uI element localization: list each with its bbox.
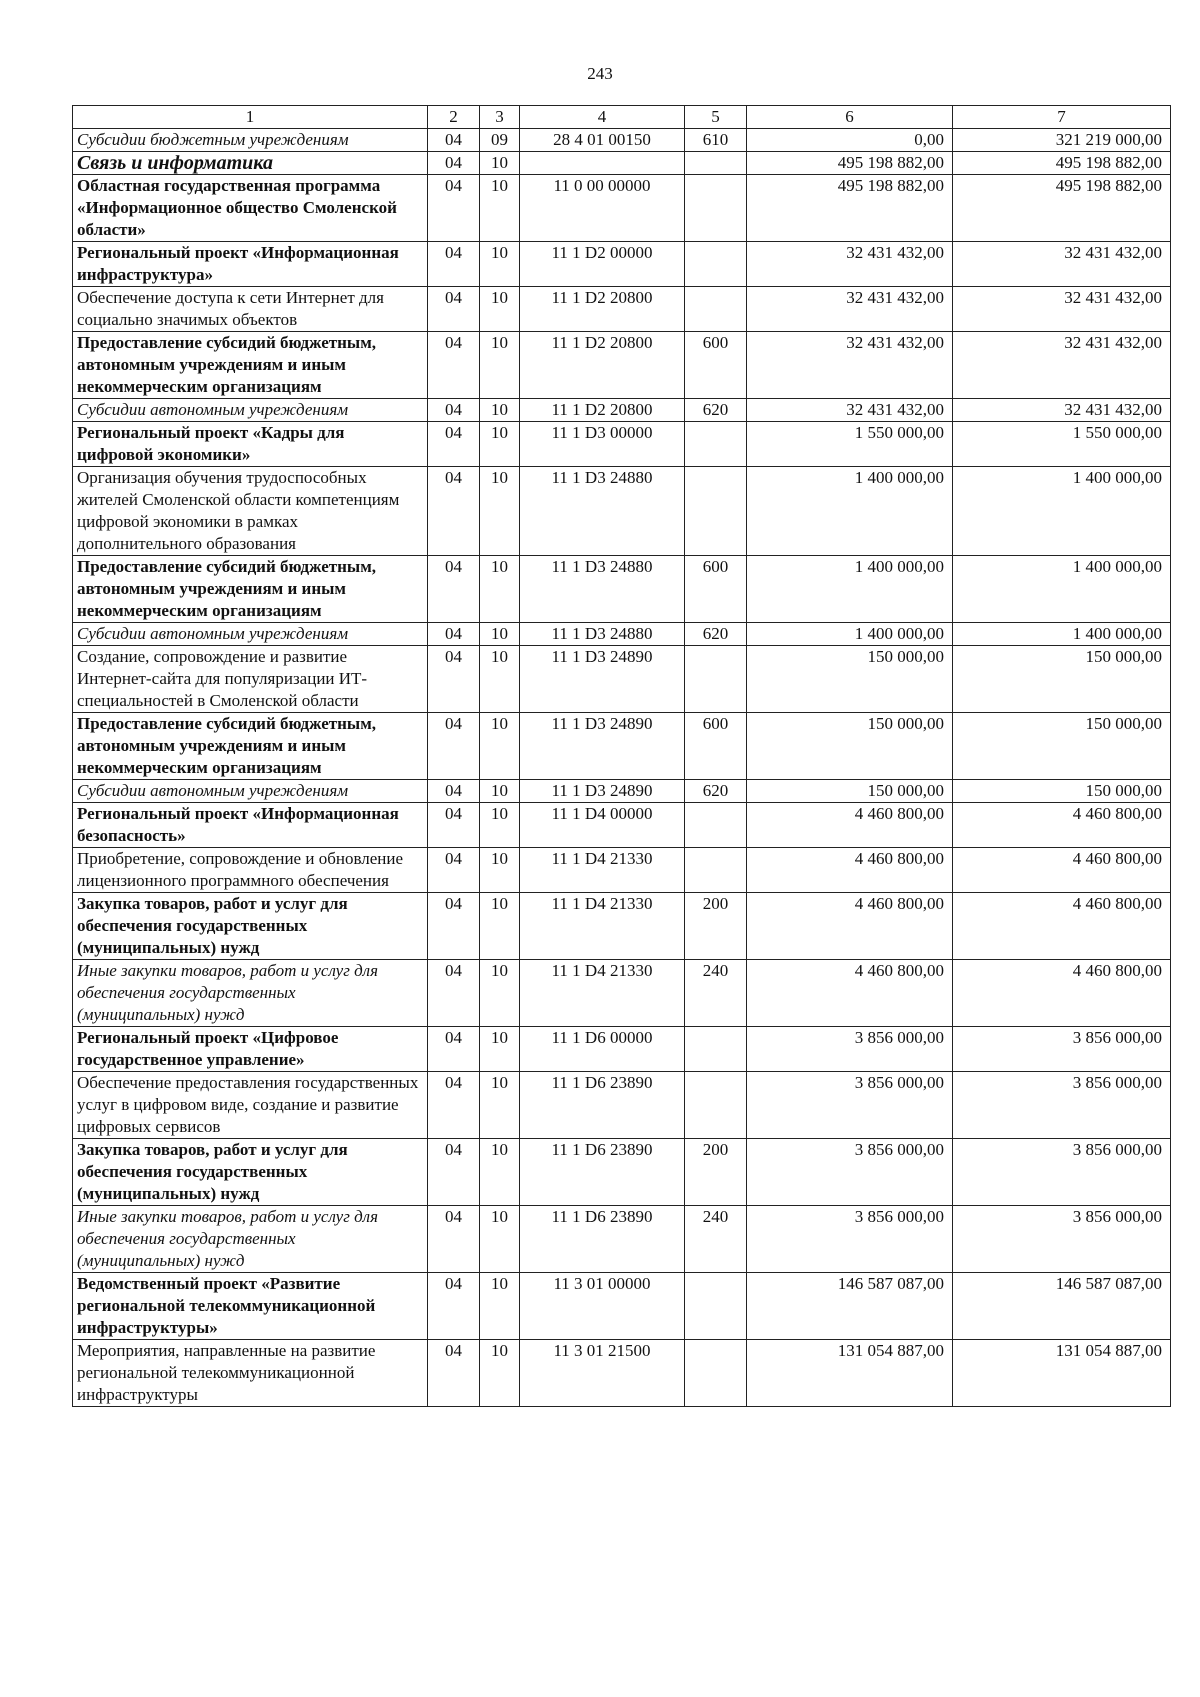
column-header: 2 [428, 106, 480, 129]
section-code: 04 [428, 1027, 480, 1072]
table-row [73, 1072, 1171, 1139]
expense-type-code [685, 1027, 747, 1072]
section-code: 04 [428, 713, 480, 780]
subsection-code: 10 [480, 175, 520, 242]
item-name: Предоставление субсидий бюджетным, автономным учреждениям и иным некоммерческим организациям [73, 713, 428, 780]
target-article-code: 11 1 D4 21330 [520, 960, 685, 1027]
amount-col6: 32 431 432,00 [747, 332, 953, 399]
table-row [73, 332, 1171, 399]
subsection-code: 10 [480, 1072, 520, 1139]
expense-type-code: 620 [685, 623, 747, 646]
amount-col6: 32 431 432,00 [747, 399, 953, 422]
amount-col7: 131 054 887,00 [953, 1340, 1171, 1407]
table-row [73, 713, 1171, 780]
target-article-code: 11 1 D6 23890 [520, 1206, 685, 1273]
subsection-code: 10 [480, 152, 520, 175]
amount-col7: 4 460 800,00 [953, 803, 1171, 848]
item-name: Мероприятия, направленные на развитие региональной телекоммуникационной инфраструктуры [73, 1340, 428, 1407]
column-header: 3 [480, 106, 520, 129]
expense-type-code [685, 1273, 747, 1340]
table-row [73, 803, 1171, 848]
item-name: Закупка товаров, работ и услуг для обеспечения государственных (муниципальных) нужд [73, 893, 428, 960]
subsection-code: 10 [480, 1340, 520, 1407]
amount-col7: 3 856 000,00 [953, 1072, 1171, 1139]
target-article-code [520, 152, 685, 175]
expense-type-code: 620 [685, 399, 747, 422]
amount-col7: 32 431 432,00 [953, 399, 1171, 422]
expense-type-code: 240 [685, 960, 747, 1027]
item-name: Региональный проект «Информационная безопасность» [73, 803, 428, 848]
amount-col6: 1 400 000,00 [747, 467, 953, 556]
amount-col7: 150 000,00 [953, 646, 1171, 713]
amount-col7: 1 550 000,00 [953, 422, 1171, 467]
amount-col7: 150 000,00 [953, 713, 1171, 780]
amount-col6: 3 856 000,00 [747, 1027, 953, 1072]
section-code: 04 [428, 893, 480, 960]
amount-col6: 131 054 887,00 [747, 1340, 953, 1407]
item-name: Иные закупки товаров, работ и услуг для обеспечения государственных (муниципальных) нужд [73, 960, 428, 1027]
target-article-code: 11 1 D6 23890 [520, 1139, 685, 1206]
page-number: 243 [587, 64, 613, 83]
section-code: 04 [428, 287, 480, 332]
section-code: 04 [428, 129, 480, 152]
amount-col6: 146 587 087,00 [747, 1273, 953, 1340]
expense-type-code: 620 [685, 780, 747, 803]
expense-type-code [685, 646, 747, 713]
section-code: 04 [428, 1273, 480, 1340]
amount-col6: 4 460 800,00 [747, 803, 953, 848]
column-header: 5 [685, 106, 747, 129]
table-row [73, 780, 1171, 803]
table-row [73, 242, 1171, 287]
amount-col7: 495 198 882,00 [953, 152, 1171, 175]
table-row [73, 1139, 1171, 1206]
expense-type-code [685, 242, 747, 287]
expense-type-code [685, 467, 747, 556]
section-code: 04 [428, 848, 480, 893]
expense-type-code [685, 287, 747, 332]
amount-col6: 150 000,00 [747, 646, 953, 713]
amount-col6: 32 431 432,00 [747, 287, 953, 332]
subsection-code: 09 [480, 129, 520, 152]
amount-col6: 150 000,00 [747, 780, 953, 803]
amount-col7: 3 856 000,00 [953, 1139, 1171, 1206]
section-code: 04 [428, 646, 480, 713]
subsection-code: 10 [480, 422, 520, 467]
item-name: Организация обучения трудоспособных жителей Смоленской области компетенциям цифровой экономики в рамках дополнительного образования [73, 467, 428, 556]
target-article-code: 11 1 D3 24890 [520, 780, 685, 803]
expense-type-code: 240 [685, 1206, 747, 1273]
amount-col6: 3 856 000,00 [747, 1139, 953, 1206]
amount-col7: 150 000,00 [953, 780, 1171, 803]
table-row [73, 848, 1171, 893]
section-code: 04 [428, 152, 480, 175]
item-name: Субсидии автономным учреждениям [73, 780, 428, 803]
section-code: 04 [428, 1072, 480, 1139]
table-row [73, 960, 1171, 1027]
target-article-code: 11 0 00 00000 [520, 175, 685, 242]
amount-col7: 146 587 087,00 [953, 1273, 1171, 1340]
amount-col6: 1 550 000,00 [747, 422, 953, 467]
expense-type-code [685, 803, 747, 848]
table-row [73, 893, 1171, 960]
target-article-code: 11 1 D4 00000 [520, 803, 685, 848]
target-article-code: 11 1 D6 00000 [520, 1027, 685, 1072]
amount-col6: 495 198 882,00 [747, 152, 953, 175]
target-article-code: 11 1 D6 23890 [520, 1072, 685, 1139]
expense-type-code [685, 848, 747, 893]
amount-col7: 32 431 432,00 [953, 287, 1171, 332]
amount-col7: 321 219 000,00 [953, 129, 1171, 152]
subsection-code: 10 [480, 332, 520, 399]
table-row [73, 152, 1171, 175]
table-row [73, 175, 1171, 242]
table-row [73, 623, 1171, 646]
amount-col7: 1 400 000,00 [953, 623, 1171, 646]
target-article-code: 11 1 D3 24880 [520, 556, 685, 623]
item-name: Субсидии автономным учреждениям [73, 623, 428, 646]
section-code: 04 [428, 960, 480, 1027]
item-name: Связь и информатика [73, 152, 428, 175]
amount-col6: 1 400 000,00 [747, 556, 953, 623]
item-name: Обеспечение доступа к сети Интернет для социально значимых объектов [73, 287, 428, 332]
subsection-code: 10 [480, 713, 520, 780]
table-row [73, 129, 1171, 152]
subsection-code: 10 [480, 1273, 520, 1340]
amount-col7: 32 431 432,00 [953, 242, 1171, 287]
target-article-code: 11 1 D3 24880 [520, 467, 685, 556]
subsection-code: 10 [480, 287, 520, 332]
subsection-code: 10 [480, 780, 520, 803]
subsection-code: 10 [480, 893, 520, 960]
expense-type-code [685, 1340, 747, 1407]
subsection-code: 10 [480, 556, 520, 623]
header-row [73, 106, 1171, 129]
amount-col6: 3 856 000,00 [747, 1206, 953, 1273]
target-article-code: 11 1 D3 24890 [520, 713, 685, 780]
amount-col7: 495 198 882,00 [953, 175, 1171, 242]
section-code: 04 [428, 780, 480, 803]
amount-col7: 1 400 000,00 [953, 556, 1171, 623]
item-name: Региональный проект «Информационная инфраструктура» [73, 242, 428, 287]
section-code: 04 [428, 467, 480, 556]
column-header: 7 [953, 106, 1171, 129]
section-code: 04 [428, 242, 480, 287]
table-body [73, 129, 1171, 1407]
table-row [73, 399, 1171, 422]
amount-col6: 3 856 000,00 [747, 1072, 953, 1139]
item-name: Субсидии автономным учреждениям [73, 399, 428, 422]
target-article-code: 11 1 D4 21330 [520, 893, 685, 960]
section-code: 04 [428, 399, 480, 422]
section-code: 04 [428, 175, 480, 242]
amount-col7: 1 400 000,00 [953, 467, 1171, 556]
expense-type-code: 200 [685, 1139, 747, 1206]
amount-col6: 1 400 000,00 [747, 623, 953, 646]
item-name: Ведомственный проект «Развитие региональной телекоммуникационной инфраструктуры» [73, 1273, 428, 1340]
target-article-code: 11 3 01 00000 [520, 1273, 685, 1340]
target-article-code: 11 1 D3 24880 [520, 623, 685, 646]
section-code: 04 [428, 1139, 480, 1206]
column-header: 6 [747, 106, 953, 129]
target-article-code: 11 1 D4 21330 [520, 848, 685, 893]
subsection-code: 10 [480, 848, 520, 893]
item-name: Закупка товаров, работ и услуг для обеспечения государственных (муниципальных) нужд [73, 1139, 428, 1206]
subsection-code: 10 [480, 1139, 520, 1206]
item-name: Обеспечение предоставления государственных услуг в цифровом виде, создание и развитие цифровых сервисов [73, 1072, 428, 1139]
column-header: 4 [520, 106, 685, 129]
expense-type-code [685, 175, 747, 242]
section-code: 04 [428, 623, 480, 646]
item-name: Приобретение, сопровождение и обновление лицензионного программного обеспечения [73, 848, 428, 893]
item-name: Региональный проект «Кадры для цифровой экономики» [73, 422, 428, 467]
table-row [73, 1027, 1171, 1072]
subsection-code: 10 [480, 1206, 520, 1273]
amount-col7: 4 460 800,00 [953, 960, 1171, 1027]
table-row [73, 1273, 1171, 1340]
table-row [73, 646, 1171, 713]
table-row [73, 1340, 1171, 1407]
table-row [73, 556, 1171, 623]
amount-col6: 4 460 800,00 [747, 960, 953, 1027]
table-row [73, 1206, 1171, 1273]
target-article-code: 11 1 D3 24890 [520, 646, 685, 713]
subsection-code: 10 [480, 803, 520, 848]
expense-type-code [685, 152, 747, 175]
budget-table [72, 105, 1171, 1407]
target-article-code: 11 1 D2 20800 [520, 332, 685, 399]
item-name: Региональный проект «Цифровое государственное управление» [73, 1027, 428, 1072]
expense-type-code [685, 422, 747, 467]
subsection-code: 10 [480, 646, 520, 713]
item-name: Иные закупки товаров, работ и услуг для обеспечения государственных (муниципальных) нужд [73, 1206, 428, 1273]
subsection-code: 10 [480, 623, 520, 646]
target-article-code: 11 1 D3 00000 [520, 422, 685, 467]
amount-col7: 32 431 432,00 [953, 332, 1171, 399]
target-article-code: 11 1 D2 00000 [520, 242, 685, 287]
item-name: Предоставление субсидий бюджетным, автономным учреждениям и иным некоммерческим организациям [73, 332, 428, 399]
section-code: 04 [428, 556, 480, 623]
amount-col7: 3 856 000,00 [953, 1027, 1171, 1072]
expense-type-code [685, 1072, 747, 1139]
expense-type-code: 200 [685, 893, 747, 960]
expense-type-code: 600 [685, 556, 747, 623]
amount-col6: 495 198 882,00 [747, 175, 953, 242]
target-article-code: 28 4 01 00150 [520, 129, 685, 152]
target-article-code: 11 1 D2 20800 [520, 399, 685, 422]
subsection-code: 10 [480, 399, 520, 422]
item-name: Предоставление субсидий бюджетным, автономным учреждениям и иным некоммерческим организациям [73, 556, 428, 623]
subsection-code: 10 [480, 467, 520, 556]
amount-col6: 0,00 [747, 129, 953, 152]
subsection-code: 10 [480, 242, 520, 287]
item-name: Областная государственная программа «Информационное общество Смоленской области» [73, 175, 428, 242]
section-code: 04 [428, 803, 480, 848]
item-name: Субсидии бюджетным учреждениям [73, 129, 428, 152]
amount-col7: 4 460 800,00 [953, 893, 1171, 960]
amount-col6: 32 431 432,00 [747, 242, 953, 287]
expense-type-code: 610 [685, 129, 747, 152]
amount-col6: 150 000,00 [747, 713, 953, 780]
subsection-code: 10 [480, 960, 520, 1027]
column-header: 1 [73, 106, 428, 129]
section-code: 04 [428, 422, 480, 467]
section-code: 04 [428, 1340, 480, 1407]
target-article-code: 11 1 D2 20800 [520, 287, 685, 332]
item-name: Создание, сопровождение и развитие Интернет-сайта для популяризации ИТ-специальностей в Смоленской области [73, 646, 428, 713]
amount-col6: 4 460 800,00 [747, 848, 953, 893]
table-row [73, 287, 1171, 332]
table-row [73, 422, 1171, 467]
section-code: 04 [428, 332, 480, 399]
amount-col7: 4 460 800,00 [953, 848, 1171, 893]
target-article-code: 11 3 01 21500 [520, 1340, 685, 1407]
subsection-code: 10 [480, 1027, 520, 1072]
section-code: 04 [428, 1206, 480, 1273]
expense-type-code: 600 [685, 713, 747, 780]
amount-col6: 4 460 800,00 [747, 893, 953, 960]
amount-col7: 3 856 000,00 [953, 1206, 1171, 1273]
expense-type-code: 600 [685, 332, 747, 399]
table-row [73, 467, 1171, 556]
